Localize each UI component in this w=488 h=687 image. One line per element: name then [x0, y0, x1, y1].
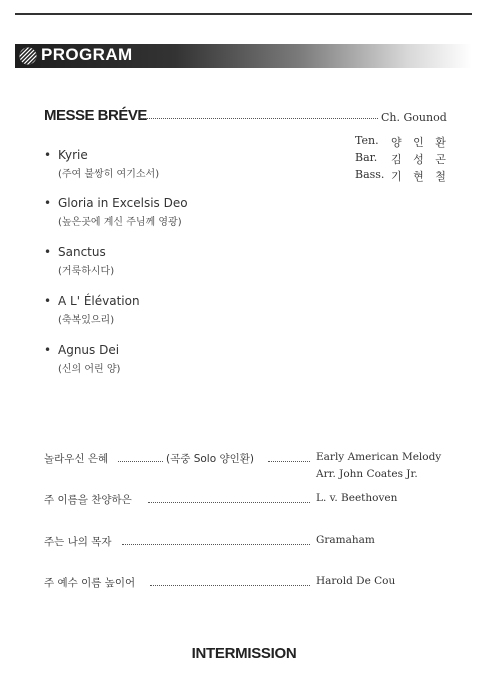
movement-subtitle: (축복있으리): [58, 315, 115, 326]
piece-leader: [268, 461, 310, 462]
piece-title: 놀라우신 은혜: [44, 453, 109, 465]
movement-subtitle: (신의 어린 양): [58, 364, 121, 375]
piece-leader: [150, 585, 310, 586]
piece-leader: [118, 461, 163, 462]
movement-title: Agnus Dei: [58, 343, 120, 357]
stripe-logo-icon: [19, 47, 37, 65]
soloist-name: 기 현 철: [391, 170, 450, 183]
movement-subtitle: (거룩하시다): [58, 266, 115, 277]
piece-arranger: Arr. John Coates Jr.: [316, 468, 418, 480]
soloist-voice: Bar.: [355, 151, 378, 164]
bullet-icon: •: [44, 343, 52, 357]
soloist-voice: Bass.: [355, 168, 385, 181]
soloist-name: 김 성 곤: [391, 153, 450, 166]
piece-title: 주 예수 이름 높이어: [44, 577, 136, 589]
piece-leader: [122, 544, 310, 545]
mass-composer: Ch. Gounod: [381, 111, 447, 124]
movement-subtitle: (높은곳에 계신 주님께 영광): [58, 217, 182, 228]
piece-composer: Harold De Cou: [316, 575, 396, 587]
soloist-voice: Ten.: [355, 134, 379, 147]
bullet-icon: •: [44, 148, 52, 162]
piece-composer: Gramaham: [316, 534, 375, 546]
bullet-icon: •: [44, 196, 52, 210]
mass-title: MESSE BRÉVE: [44, 107, 147, 124]
piece-composer: Early American Melody: [316, 451, 442, 463]
piece-title: 주 이름을 찬양하은: [44, 494, 132, 506]
movement-title: A L' Élévation: [58, 294, 140, 308]
movement-title: Kyrie: [58, 148, 88, 162]
soloist-name: 양 인 환: [391, 136, 450, 149]
piece-note: (곡중 Solo 양인환): [166, 453, 255, 465]
mass-leader: [138, 118, 378, 119]
intermission-heading: INTERMISSION: [191, 645, 297, 662]
movement-title: Gloria in Excelsis Deo: [58, 196, 188, 210]
piece-composer: L. v. Beethoven: [316, 492, 398, 504]
top-rule: [15, 13, 472, 15]
movement-subtitle: (주여 불쌍히 여기소서): [58, 169, 160, 180]
movement-title: Sanctus: [58, 245, 106, 259]
bullet-icon: •: [44, 245, 52, 259]
bullet-icon: •: [44, 294, 52, 308]
piece-title: 주는 나의 목자: [44, 536, 112, 548]
piece-leader: [148, 502, 310, 503]
section-title: PROGRAM: [41, 45, 133, 64]
program-banner: [15, 44, 472, 68]
